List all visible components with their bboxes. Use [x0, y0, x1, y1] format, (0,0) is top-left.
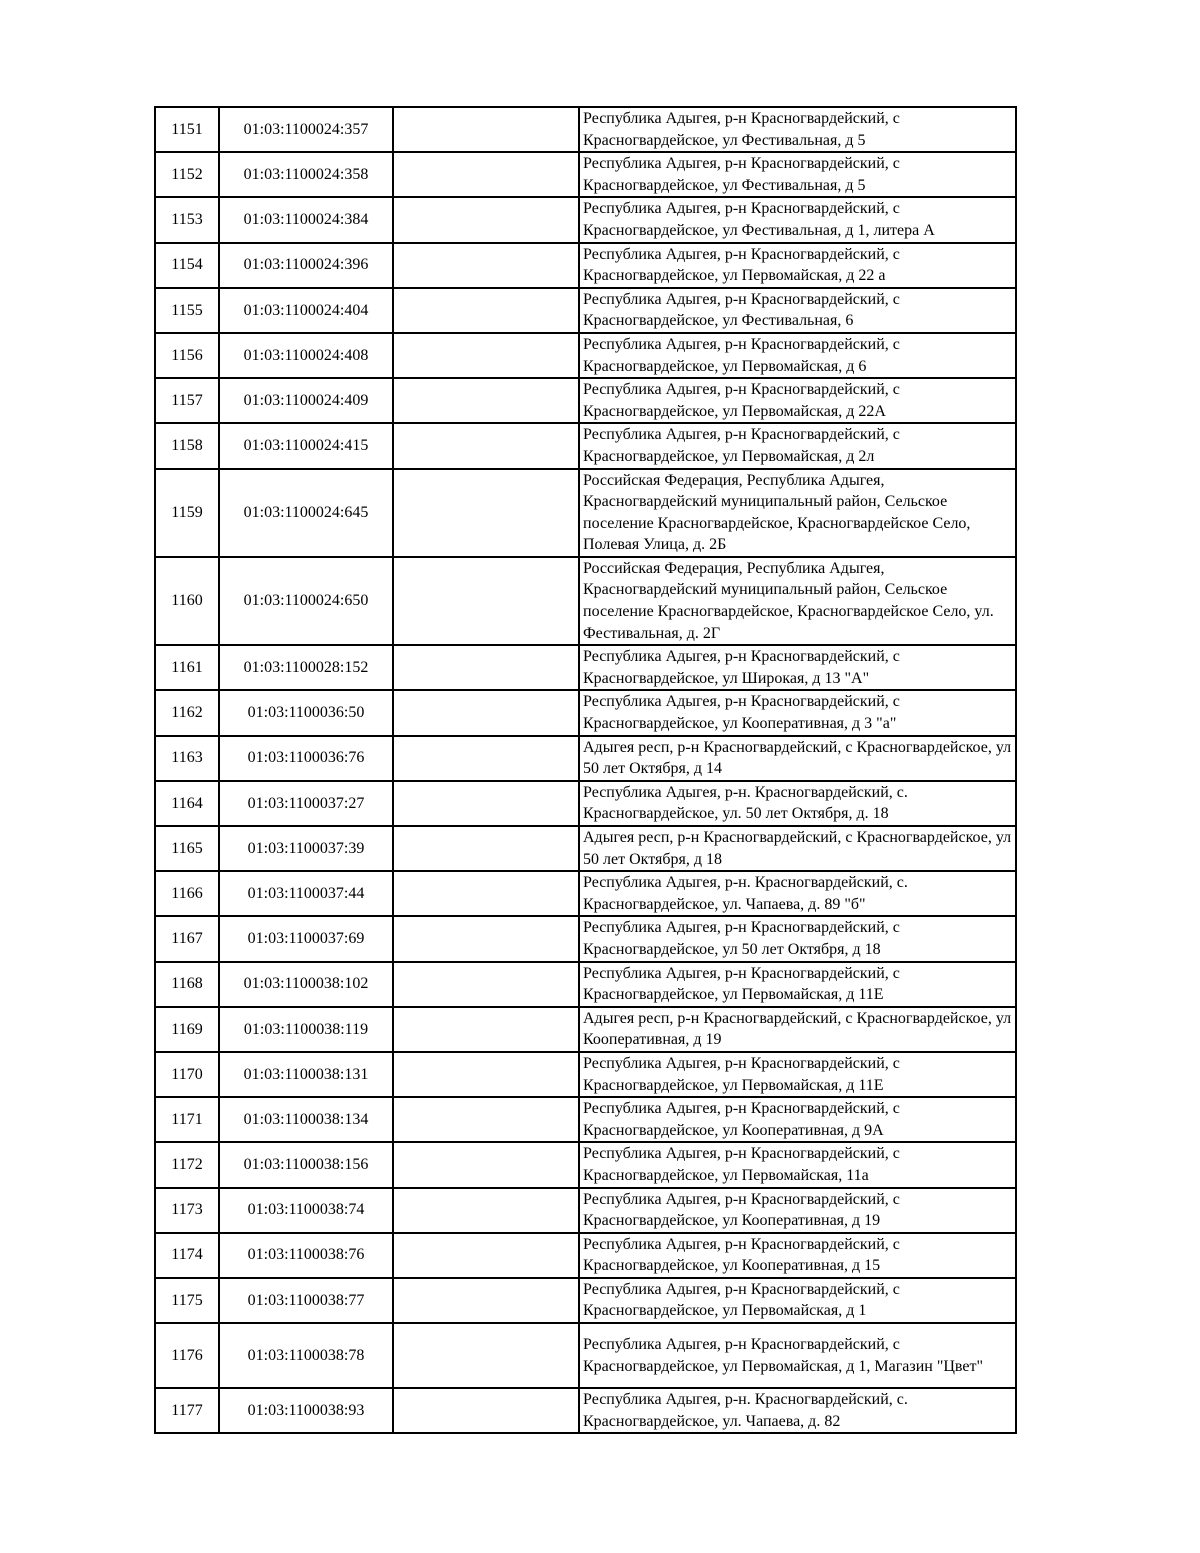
empty-cell — [393, 197, 579, 242]
table-row — [155, 107, 1016, 152]
row-number: 1170 — [155, 1052, 219, 1097]
cadastral-number: 01:03:1100038:131 — [219, 1052, 393, 1097]
address: Республика Адыгея, р-н Красногвардейский, с Красногвардейское, ул 50 лет Октября, д 18 — [579, 916, 1016, 961]
cadastral-number: 01:03:1100037:44 — [219, 871, 393, 916]
empty-cell — [393, 243, 579, 288]
table-row — [155, 1233, 1016, 1278]
address: Республика Адыгея, р-н Красногвардейский, с Красногвардейское, ул Кооперативная, д 9А — [579, 1097, 1016, 1142]
table-row — [155, 1052, 1016, 1097]
address: Республика Адыгея, р-н Красногвардейский, с Красногвардейское, ул Первомайская, д 22 а — [579, 243, 1016, 288]
property-table — [154, 106, 1017, 1434]
cadastral-number: 01:03:1100036:76 — [219, 736, 393, 781]
cadastral-number: 01:03:1100024:384 — [219, 197, 393, 242]
table-row — [155, 1142, 1016, 1187]
address: Республика Адыгея, р-н Красногвардейский, с Красногвардейское, ул Кооперативная, д 15 — [579, 1233, 1016, 1278]
row-number: 1152 — [155, 152, 219, 197]
row-number: 1155 — [155, 288, 219, 333]
address: Республика Адыгея, р-н Красногвардейский, с Красногвардейское, ул Кооперативная, д 19 — [579, 1188, 1016, 1233]
empty-cell — [393, 557, 579, 645]
row-number: 1175 — [155, 1278, 219, 1323]
row-number: 1153 — [155, 197, 219, 242]
cadastral-number: 01:03:1100024:645 — [219, 469, 393, 557]
row-number: 1164 — [155, 781, 219, 826]
empty-cell — [393, 1233, 579, 1278]
row-number: 1169 — [155, 1007, 219, 1052]
cadastral-number: 01:03:1100038:76 — [219, 1233, 393, 1278]
empty-cell — [393, 826, 579, 871]
empty-cell — [393, 378, 579, 423]
address: Республика Адыгея, р-н Красногвардейский, с Красногвардейское, ул Фестивальная, 6 — [579, 288, 1016, 333]
row-number: 1177 — [155, 1388, 219, 1433]
address: Российская Федерация, Республика Адыгея, Красногвардейский муниципальный район, Сельское поселение Красногвардейское, Красногвардейское Село, Полевая Улица, д. 2Б — [579, 469, 1016, 557]
row-number: 1161 — [155, 645, 219, 690]
table-row — [155, 197, 1016, 242]
address: Российская Федерация, Республика Адыгея, Красногвардейский муниципальный район, Сельское поселение Красногвардейское, Красногвардейское Село, ул. Фестивальная, д. 2Г — [579, 557, 1016, 645]
table-row — [155, 826, 1016, 871]
empty-cell — [393, 152, 579, 197]
row-number: 1176 — [155, 1323, 219, 1388]
row-number: 1171 — [155, 1097, 219, 1142]
address: Республика Адыгея, р-н Красногвардейский, с Красногвардейское, ул Первомайская, 11а — [579, 1142, 1016, 1187]
table-body — [155, 107, 1016, 1433]
empty-cell — [393, 871, 579, 916]
address: Адыгея респ, р-н Красногвардейский, с Красногвардейское, ул Кооперативная, д 19 — [579, 1007, 1016, 1052]
cadastral-number: 01:03:1100038:93 — [219, 1388, 393, 1433]
empty-cell — [393, 1097, 579, 1142]
row-number: 1172 — [155, 1142, 219, 1187]
cadastral-number: 01:03:1100038:102 — [219, 962, 393, 1007]
address: Республика Адыгея, р-н Красногвардейский, с Красногвардейское, ул Фестивальная, д 1, литера А — [579, 197, 1016, 242]
address: Республика Адыгея, р-н Красногвардейский, с Красногвардейское, ул Кооперативная, д 3 "а" — [579, 690, 1016, 735]
address: Республика Адыгея, р-н. Красногвардейский, с. Красногвардейское, ул. Чапаева, д. 82 — [579, 1388, 1016, 1433]
table-row — [155, 916, 1016, 961]
empty-cell — [393, 333, 579, 378]
table-row — [155, 645, 1016, 690]
address: Республика Адыгея, р-н Красногвардейский, с Красногвардейское, ул Первомайская, д 11Е — [579, 962, 1016, 1007]
cadastral-number: 01:03:1100028:152 — [219, 645, 393, 690]
table-row — [155, 736, 1016, 781]
table-row — [155, 333, 1016, 378]
table-row — [155, 557, 1016, 645]
table-row — [155, 1278, 1016, 1323]
address: Республика Адыгея, р-н Красногвардейский, с Красногвардейское, ул Широкая, д 13 "А" — [579, 645, 1016, 690]
cadastral-number: 01:03:1100024:650 — [219, 557, 393, 645]
row-number: 1168 — [155, 962, 219, 1007]
empty-cell — [393, 1007, 579, 1052]
cadastral-number: 01:03:1100024:408 — [219, 333, 393, 378]
empty-cell — [393, 736, 579, 781]
cadastral-number: 01:03:1100037:39 — [219, 826, 393, 871]
empty-cell — [393, 1388, 579, 1433]
address: Республика Адыгея, р-н Красногвардейский, с Красногвардейское, ул Первомайская, д 11Е — [579, 1052, 1016, 1097]
address: Республика Адыгея, р-н Красногвардейский, с Красногвардейское, ул Фестивальная, д 5 — [579, 152, 1016, 197]
cadastral-number: 01:03:1100037:69 — [219, 916, 393, 961]
row-number: 1173 — [155, 1188, 219, 1233]
empty-cell — [393, 645, 579, 690]
empty-cell — [393, 469, 579, 557]
table-row — [155, 1323, 1016, 1388]
empty-cell — [393, 107, 579, 152]
address: Республика Адыгея, р-н. Красногвардейский, с. Красногвардейское, ул. Чапаева, д. 89 "б" — [579, 871, 1016, 916]
table-row — [155, 1188, 1016, 1233]
cadastral-number: 01:03:1100024:404 — [219, 288, 393, 333]
table-row — [155, 152, 1016, 197]
empty-cell — [393, 423, 579, 468]
table-row — [155, 781, 1016, 826]
row-number: 1159 — [155, 469, 219, 557]
table-row — [155, 871, 1016, 916]
table-row — [155, 469, 1016, 557]
row-number: 1154 — [155, 243, 219, 288]
table-row — [155, 378, 1016, 423]
row-number: 1157 — [155, 378, 219, 423]
address: Республика Адыгея, р-н Красногвардейский, с Красногвардейское, ул Первомайская, д 6 — [579, 333, 1016, 378]
row-number: 1160 — [155, 557, 219, 645]
address: Республика Адыгея, р-н Красногвардейский, с Красногвардейское, ул Первомайская, д 1, Магазин "Цвет" — [579, 1323, 1016, 1388]
cadastral-number: 01:03:1100038:77 — [219, 1278, 393, 1323]
table-row — [155, 423, 1016, 468]
table-row — [155, 962, 1016, 1007]
cadastral-number: 01:03:1100024:357 — [219, 107, 393, 152]
row-number: 1163 — [155, 736, 219, 781]
empty-cell — [393, 1142, 579, 1187]
cadastral-number: 01:03:1100024:409 — [219, 378, 393, 423]
table-row — [155, 1007, 1016, 1052]
table-row — [155, 690, 1016, 735]
row-number: 1162 — [155, 690, 219, 735]
address: Адыгея респ, р-н Красногвардейский, с Красногвардейское, ул 50 лет Октября, д 18 — [579, 826, 1016, 871]
cadastral-number: 01:03:1100038:156 — [219, 1142, 393, 1187]
table-row — [155, 1097, 1016, 1142]
cadastral-number: 01:03:1100024:415 — [219, 423, 393, 468]
address: Республика Адыгея, р-н Красногвардейский, с Красногвардейское, ул Первомайская, д 1 — [579, 1278, 1016, 1323]
address: Республика Адыгея, р-н Красногвардейский, с Красногвардейское, ул Фестивальная, д 5 — [579, 107, 1016, 152]
row-number: 1158 — [155, 423, 219, 468]
cadastral-number: 01:03:1100024:396 — [219, 243, 393, 288]
table-row — [155, 243, 1016, 288]
empty-cell — [393, 288, 579, 333]
empty-cell — [393, 1323, 579, 1388]
cadastral-number: 01:03:1100036:50 — [219, 690, 393, 735]
empty-cell — [393, 781, 579, 826]
empty-cell — [393, 690, 579, 735]
row-number: 1151 — [155, 107, 219, 152]
empty-cell — [393, 1052, 579, 1097]
cadastral-number: 01:03:1100038:74 — [219, 1188, 393, 1233]
cadastral-number: 01:03:1100038:78 — [219, 1323, 393, 1388]
row-number: 1165 — [155, 826, 219, 871]
row-number: 1166 — [155, 871, 219, 916]
address: Республика Адыгея, р-н Красногвардейский, с Красногвардейское, ул Первомайская, д 22А — [579, 378, 1016, 423]
cadastral-number: 01:03:1100038:134 — [219, 1097, 393, 1142]
cadastral-number: 01:03:1100024:358 — [219, 152, 393, 197]
row-number: 1174 — [155, 1233, 219, 1278]
address: Республика Адыгея, р-н Красногвардейский, с Красногвардейское, ул Первомайская, д 2л — [579, 423, 1016, 468]
table-row — [155, 288, 1016, 333]
address: Адыгея респ, р-н Красногвардейский, с Красногвардейское, ул 50 лет Октября, д 14 — [579, 736, 1016, 781]
cadastral-number: 01:03:1100037:27 — [219, 781, 393, 826]
cadastral-number: 01:03:1100038:119 — [219, 1007, 393, 1052]
address: Республика Адыгея, р-н. Красногвардейский, с. Красногвардейское, ул. 50 лет Октября, д. 18 — [579, 781, 1016, 826]
row-number: 1167 — [155, 916, 219, 961]
row-number: 1156 — [155, 333, 219, 378]
table-row — [155, 1388, 1016, 1433]
empty-cell — [393, 916, 579, 961]
empty-cell — [393, 1278, 579, 1323]
empty-cell — [393, 1188, 579, 1233]
empty-cell — [393, 962, 579, 1007]
